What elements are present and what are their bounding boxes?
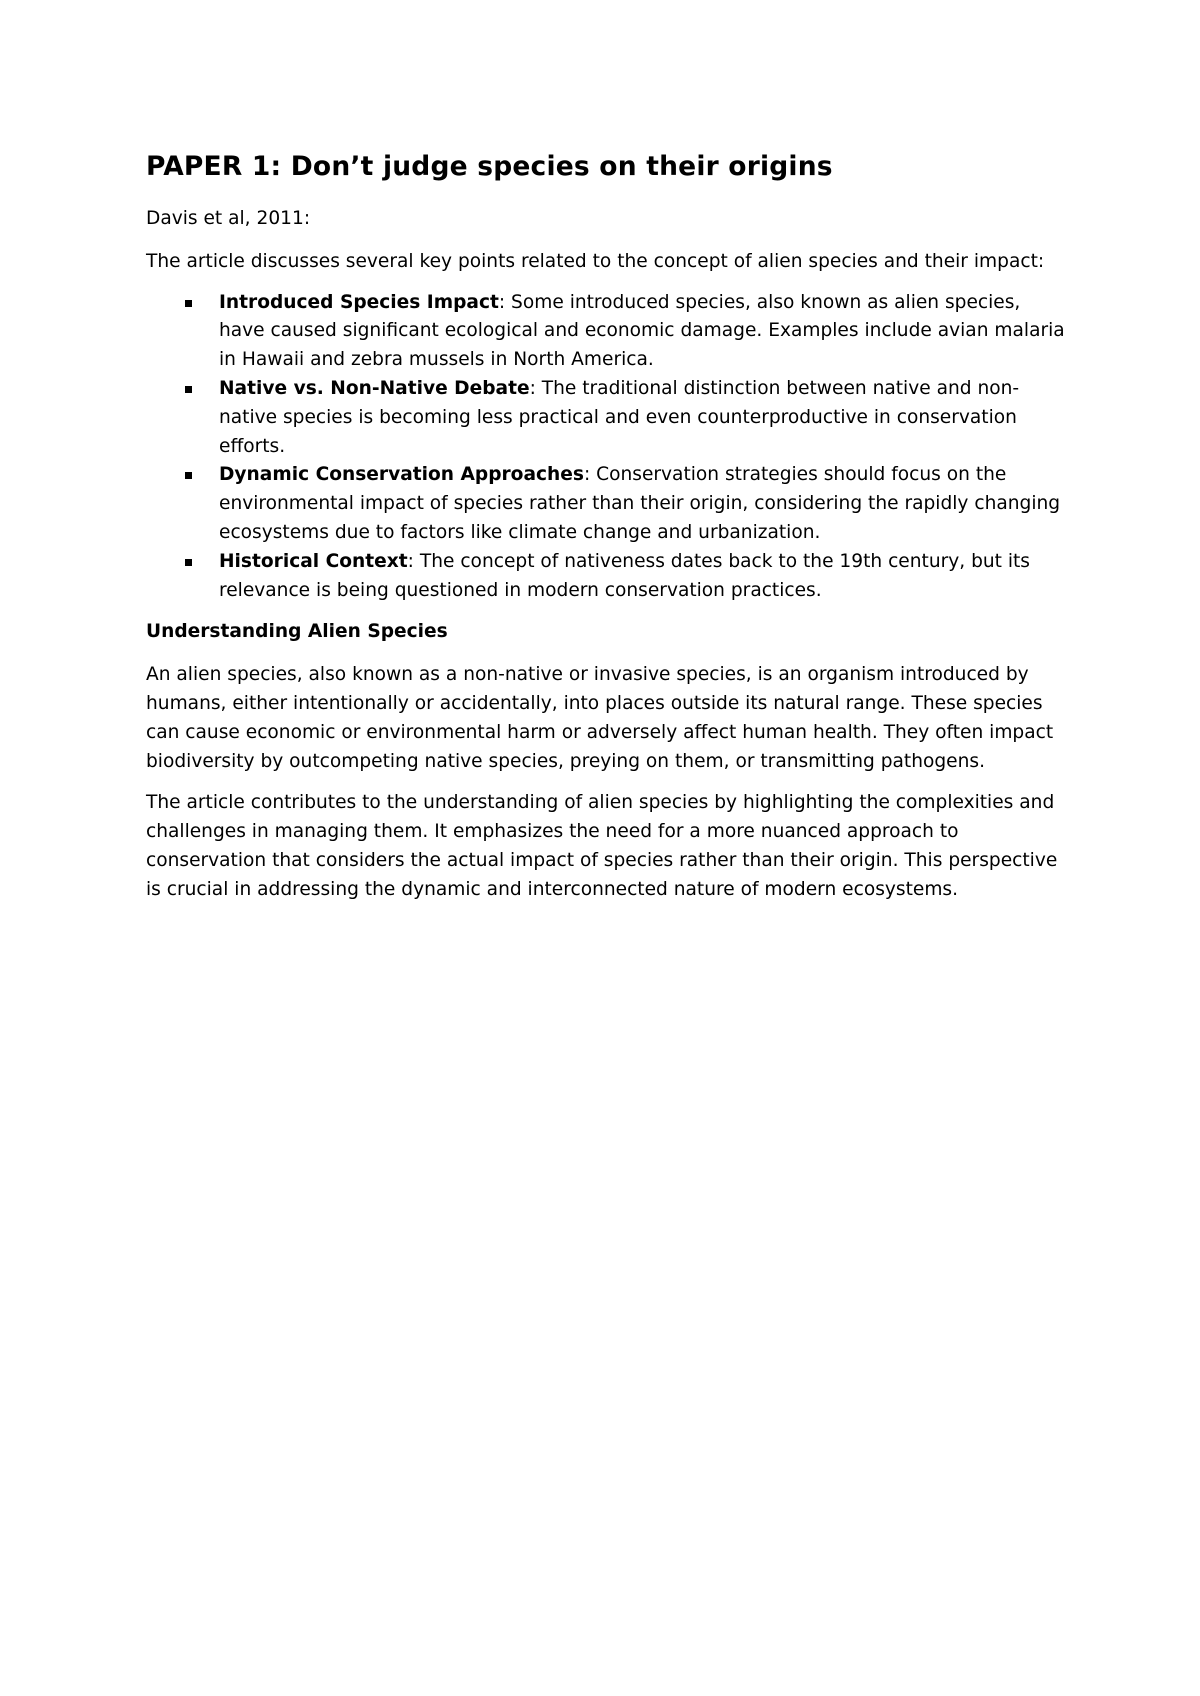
square-bullet-icon: [185, 472, 192, 479]
point-term: Introduced Species Impact: [219, 291, 499, 313]
point-term: Dynamic Conservation Approaches: [219, 464, 584, 486]
list-item: [219, 375, 1066, 461]
body-paragraph: An alien species, also known as a non-native or invasive species, is an organism introduced by humans, either intentionally or accidentally, into places outside its natural range. These species can cause economic or environmental harm or adversely affect human health. They often impact biodiversity by outcompeting native species, preying on them, or transmitting pathogens.: [146, 664, 1054, 772]
square-bullet-icon: [185, 559, 192, 566]
list-item: [219, 461, 1066, 547]
square-bullet-icon: [185, 386, 192, 393]
key-points-list: [146, 289, 1066, 606]
intro-paragraph: The article discusses several key points related to the concept of alien species and their impact:: [146, 250, 1045, 272]
section-heading: Understanding Alien Species: [146, 621, 448, 643]
list-item: [219, 289, 1066, 375]
point-term: Historical Context: [219, 550, 408, 572]
point-term: Native vs. Non-Native Debate: [219, 377, 530, 399]
point-text: : The concept of nativeness dates back to the 19th century, but its relevance is being questioned in modern conservation practices.: [219, 550, 1030, 601]
point-text: : Some introduced species, also known as alien species, have caused significant ecological and economic damage. Examples include avian malaria in Hawaii and zebra mussels in North America.: [219, 291, 1065, 371]
citation: Davis et al, 2011:: [146, 208, 311, 229]
page-title: PAPER 1: Don’t judge species on their origins: [146, 151, 833, 182]
body-paragraph: The article contributes to the understanding of alien species by highlighting the complexities and challenges in managing them. It emphasizes the need for a more nuanced approach to conservation that considers the actual impact of species rather than their origin. This perspective is crucial in addressing the dynamic and interconnected nature of modern ecosystems.: [146, 792, 1058, 900]
square-bullet-icon: [185, 300, 192, 307]
point-text: : Conservation strategies should focus on the environmental impact of species rather than their origin, considering the rapidly changing ecosystems due to factors like climate change and urbanization.: [219, 464, 1061, 543]
point-text: : The traditional distinction between native and non-native species is becoming less practical and even counterproductive in conservation efforts.: [219, 377, 1020, 457]
list-item: [219, 548, 1066, 606]
document-page: [146, 147, 1066, 905]
